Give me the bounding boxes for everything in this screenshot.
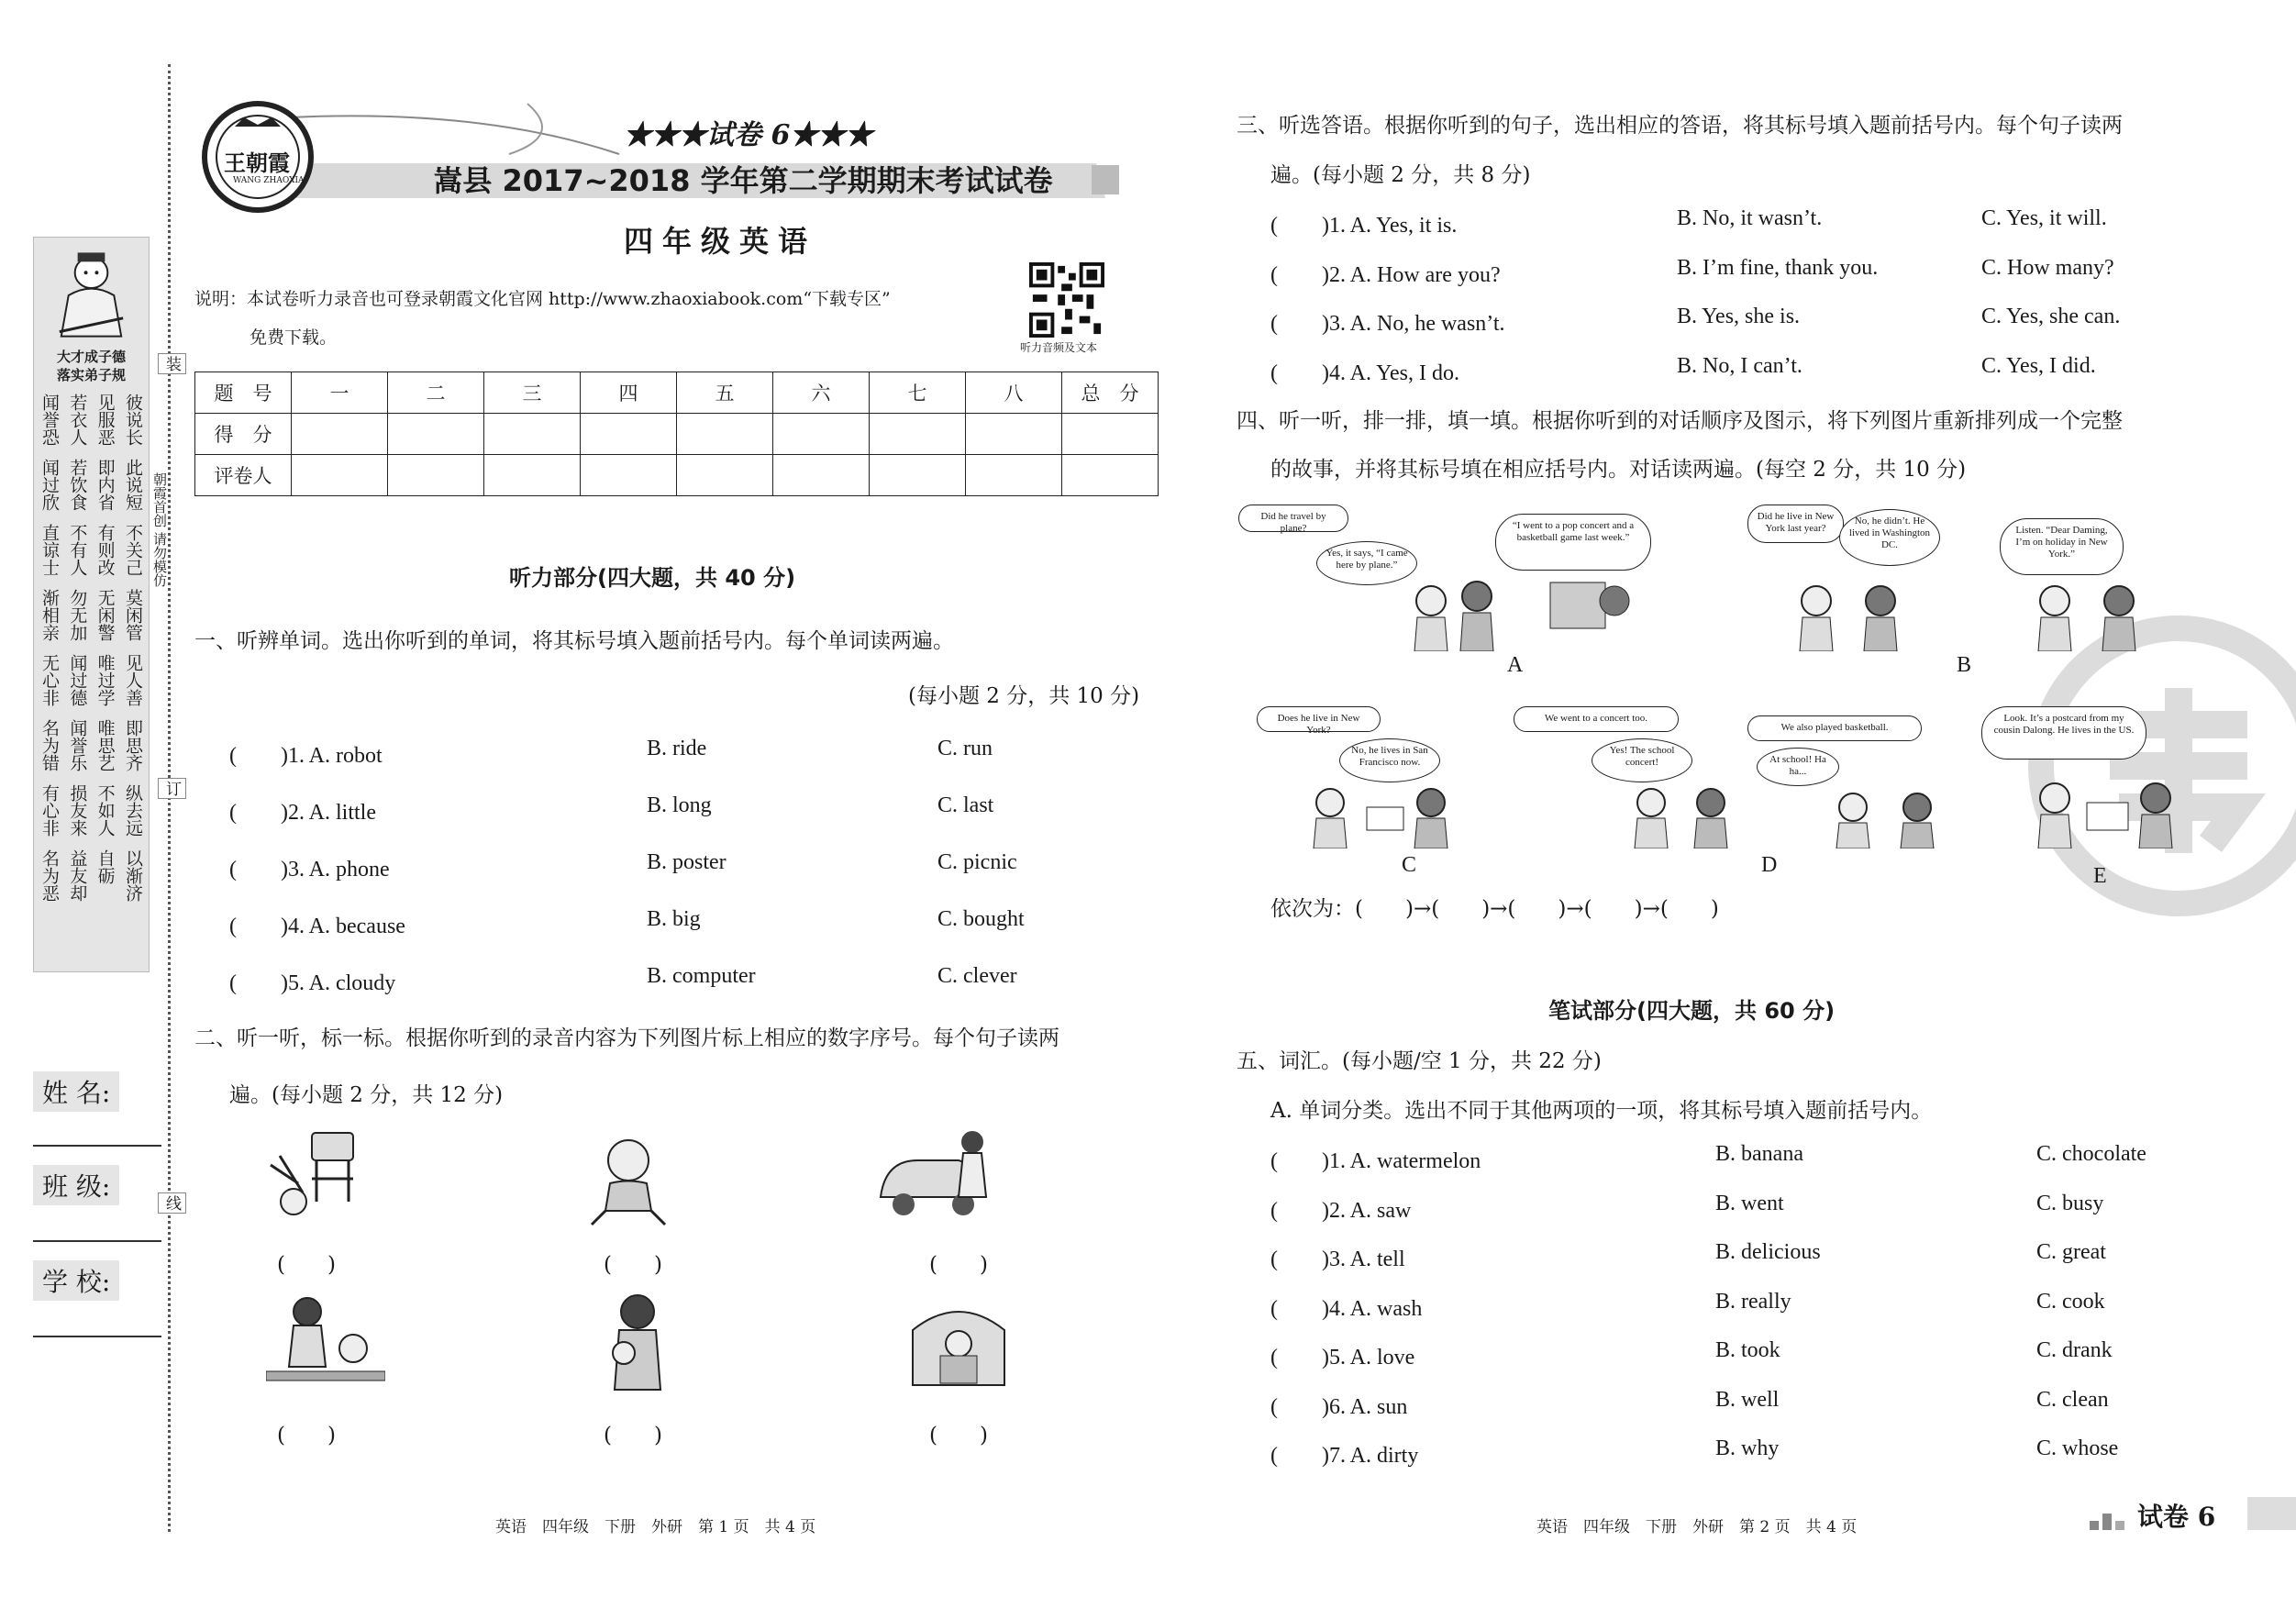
table-cell: 一 bbox=[292, 372, 388, 414]
q1-item-5[interactable]: ( )5. A. cloudy bbox=[229, 971, 396, 995]
comic-panel-a bbox=[1238, 500, 1635, 651]
verse: 闻誉乐 bbox=[67, 719, 88, 771]
q3-item-4-c: C. Yes, I did. bbox=[1981, 354, 2096, 378]
verse: 自砺 bbox=[94, 849, 116, 884]
school-input-line[interactable] bbox=[33, 1336, 161, 1337]
story-order-answer[interactable]: 依次为：( )→( )→( )→( )→( ) bbox=[1270, 897, 1719, 921]
binding-mark-xian: 线 bbox=[158, 1192, 186, 1214]
verse: 名为恶 bbox=[39, 849, 60, 902]
subject-title: 四年级英语 bbox=[624, 224, 817, 259]
q3-item-3-b: B. Yes, she is. bbox=[1677, 305, 1801, 328]
q1-item-4-c: C. bought bbox=[937, 907, 1025, 931]
table-cell: 二 bbox=[388, 372, 484, 414]
writing-section-title: 笔试部分(四大题，共 60 分) bbox=[1548, 998, 1836, 1024]
speech-bubble: At school! Ha ha... bbox=[1757, 748, 1839, 786]
score-cell[interactable] bbox=[677, 414, 773, 455]
comic-label-e: E bbox=[2093, 864, 2107, 888]
score-cell[interactable] bbox=[773, 414, 870, 455]
speech-bubble: “I went to a pop concert and a basketball game last week.” bbox=[1495, 514, 1651, 571]
q1-item-3-b: B. poster bbox=[647, 850, 727, 874]
q1-item-2-c: C. last bbox=[937, 793, 994, 817]
q5-item-7-c: C. whose bbox=[2036, 1436, 2119, 1460]
q5-item-5-b: B. took bbox=[1715, 1338, 1780, 1362]
verse: 无心非 bbox=[39, 654, 60, 706]
picture-armchair bbox=[899, 1293, 1018, 1403]
speech-bubble: Yes, it says, “I came here by plane.” bbox=[1316, 541, 1417, 585]
question-2-line-1: 二、听一听，标一标。根据你听到的录音内容为下列图片标上相应的数字序号。每个句子读两 bbox=[194, 1026, 1059, 1050]
q3-item-4-b: B. No, I can’t. bbox=[1677, 354, 1802, 378]
comic-panel-d bbox=[1514, 702, 1972, 848]
table-cell: 四 bbox=[581, 372, 677, 414]
verse: 有则改 bbox=[94, 524, 116, 576]
q3-item-3-c: C. Yes, she can. bbox=[1981, 305, 2121, 328]
question-4-line-1: 四、听一听，排一排，填一填。根据你听到的对话顺序及图示，将下列图片重新排列成一个完整 bbox=[1237, 409, 2123, 433]
verse: 勿无加 bbox=[67, 589, 88, 641]
children-illustration bbox=[1293, 775, 1477, 848]
score-cell[interactable] bbox=[1062, 414, 1159, 455]
qr-code-icon[interactable] bbox=[1029, 262, 1104, 338]
picture-girl-with-baby bbox=[587, 1289, 679, 1408]
verse: 若衣人 bbox=[67, 394, 88, 446]
q5-item-4-c: C. cook bbox=[2036, 1290, 2105, 1314]
table-cell: 五 bbox=[677, 372, 773, 414]
grader-cell[interactable] bbox=[773, 455, 870, 496]
verse: 莫闲管 bbox=[122, 589, 143, 641]
picture-3-answer[interactable]: ( ) bbox=[929, 1253, 988, 1277]
q1-item-3-c: C. picnic bbox=[937, 850, 1017, 874]
verse: 彼说长 bbox=[122, 394, 143, 446]
picture-boy-sad bbox=[578, 1128, 679, 1229]
q1-item-5-b: B. computer bbox=[647, 964, 756, 988]
name-input-line[interactable] bbox=[33, 1145, 161, 1147]
q1-item-2-b: B. long bbox=[647, 793, 712, 817]
scholar-motto-box bbox=[33, 237, 150, 972]
q3-item-2-c: C. How many? bbox=[1981, 256, 2114, 280]
speech-bubble: Yes! The school concert! bbox=[1592, 738, 1692, 782]
verse: 即内省 bbox=[94, 459, 116, 511]
question-3-line-2: 遍。(每小题 2 分，共 8 分) bbox=[1270, 163, 1531, 187]
picture-6-answer[interactable]: ( ) bbox=[929, 1424, 988, 1447]
verse: 唯过学 bbox=[94, 654, 116, 706]
qr-caption: 听力音频及文本 bbox=[1020, 341, 1098, 354]
table-cell: 总 分 bbox=[1062, 372, 1159, 414]
comic-label-d: D bbox=[1761, 853, 1778, 877]
verse: 见人善 bbox=[122, 654, 143, 706]
question-1-text: 一、听辨单词。选出你听到的单词，将其标号填入题前括号内。每个单词读两遍。 bbox=[194, 629, 954, 653]
q5-item-7-b: B. why bbox=[1715, 1436, 1780, 1460]
q5-item-5[interactable]: ( )5. A. love bbox=[1270, 1346, 1415, 1370]
q1-item-1-c: C. run bbox=[937, 737, 993, 760]
q5-item-4[interactable]: ( )4. A. wash bbox=[1270, 1297, 1423, 1321]
question-5-text: 五、词汇。(每小题/空 1 分，共 22 分) bbox=[1237, 1049, 1602, 1073]
verse: 渐相亲 bbox=[39, 589, 60, 641]
picture-boy-fell-chair bbox=[261, 1128, 381, 1229]
comic-label-b: B bbox=[1957, 653, 1972, 677]
q3-item-1-b: B. No, it wasn’t. bbox=[1677, 206, 1823, 230]
speech-bubble: We also played basketball. bbox=[1747, 715, 1922, 741]
verse: 闻过德 bbox=[67, 654, 88, 706]
listening-section-title: 听力部分(四大题，共 40 分) bbox=[509, 565, 796, 591]
comic-label-c: C bbox=[1402, 853, 1417, 877]
q5-item-6-c: C. clean bbox=[2036, 1388, 2109, 1412]
page-footer-left: 英语 四年级 下册 外研 第 1 页 共 4 页 bbox=[495, 1518, 816, 1536]
page-footer-right: 英语 四年级 下册 外研 第 2 页 共 4 页 bbox=[1536, 1518, 1858, 1536]
children-illustration bbox=[1403, 564, 1642, 651]
verse: 见服恶 bbox=[94, 394, 116, 446]
binding-mark-zhuang: 装 bbox=[158, 353, 186, 374]
verse: 闻过欣 bbox=[39, 459, 60, 511]
speech-bubble: Did he travel by plane? bbox=[1238, 505, 1348, 532]
score-row bbox=[195, 414, 1159, 455]
table-cell: 六 bbox=[773, 372, 870, 414]
comic-panel-b bbox=[1743, 500, 2202, 651]
grader-cell[interactable] bbox=[870, 455, 966, 496]
q3-item-1[interactable]: ( )1. A. Yes, it is. bbox=[1270, 214, 1458, 238]
speech-bubble: Does he live in New York? bbox=[1257, 706, 1381, 732]
q5-item-2-c: C. busy bbox=[2036, 1192, 2104, 1215]
speech-bubble: Look. It’s a postcard from my cousin Dalong. He lives in the US. bbox=[1981, 706, 2146, 760]
table-cell: 三 bbox=[484, 372, 581, 414]
verse: 唯思艺 bbox=[94, 719, 116, 771]
score-cell[interactable] bbox=[292, 414, 388, 455]
note-line-2: 免费下载。 bbox=[250, 327, 338, 348]
q1-item-2[interactable]: ( )2. A. little bbox=[229, 801, 376, 825]
grader-cell[interactable] bbox=[1062, 455, 1159, 496]
q5-item-3-b: B. delicious bbox=[1715, 1240, 1821, 1264]
score-table bbox=[194, 372, 1159, 496]
q1-item-5-c: C. clever bbox=[937, 964, 1017, 988]
table-cell: 七 bbox=[870, 372, 966, 414]
picture-5-answer[interactable]: ( ) bbox=[604, 1424, 662, 1447]
verse: 益友却 bbox=[67, 849, 88, 902]
q5-item-3[interactable]: ( )3. A. tell bbox=[1270, 1248, 1405, 1271]
verse: 以渐济 bbox=[122, 849, 143, 902]
grader-cell[interactable] bbox=[581, 455, 677, 496]
picture-2-answer[interactable]: ( ) bbox=[604, 1253, 662, 1277]
q5-item-6-b: B. well bbox=[1715, 1388, 1780, 1412]
question-5-sub: A. 单词分类。选出不同于其他两项的一项，将其标号填入题前括号内。 bbox=[1270, 1099, 1933, 1123]
q5-item-1[interactable]: ( )1. A. watermelon bbox=[1270, 1149, 1481, 1173]
speech-bubble: We went to a concert too. bbox=[1514, 706, 1679, 732]
table-cell: 评卷人 bbox=[195, 455, 292, 496]
q5-item-7[interactable]: ( )7. A. dirty bbox=[1270, 1444, 1419, 1468]
corner-blocks-icon bbox=[2090, 1506, 2132, 1532]
speech-bubble: No, he lives in San Francisco now. bbox=[1339, 738, 1440, 782]
school-label: 学 校: bbox=[33, 1260, 119, 1301]
children-illustration bbox=[1780, 564, 2165, 651]
grader-cell[interactable] bbox=[484, 455, 581, 496]
q5-item-5-c: C. drank bbox=[2036, 1338, 2113, 1362]
q5-item-1-c: C. chocolate bbox=[2036, 1142, 2146, 1166]
note-line-1: 说明：本试卷听力录音也可登录朝霞文化官网 http://www.zhaoxiabook.com“下载专区” bbox=[194, 289, 891, 309]
publisher-logo bbox=[202, 101, 314, 213]
binding-note: 朝霞首创 请勿模仿 bbox=[151, 472, 168, 587]
comic-panel-e bbox=[1981, 702, 2202, 848]
motto-line-2: 落实弟子规 bbox=[56, 367, 126, 383]
verse: 纵去远 bbox=[122, 784, 143, 837]
verse: 若饮食 bbox=[67, 459, 88, 511]
children-illustration bbox=[2018, 771, 2202, 848]
grader-cell[interactable] bbox=[292, 455, 388, 496]
question-1-points: (每小题 2 分，共 10 分) bbox=[908, 684, 1140, 708]
score-cell[interactable] bbox=[388, 414, 484, 455]
comic-panel-c bbox=[1257, 702, 1477, 848]
picture-4-answer[interactable]: ( ) bbox=[277, 1424, 336, 1447]
q1-item-3[interactable]: ( )3. A. phone bbox=[229, 858, 390, 882]
question-2-line-2: 遍。(每小题 2 分，共 12 分) bbox=[229, 1083, 504, 1107]
verse: 无闲警 bbox=[94, 589, 116, 641]
comic-label-a: A bbox=[1507, 653, 1524, 677]
speech-bubble: No, he didn’t. He lived in Washington DC. bbox=[1839, 509, 1940, 566]
corner-exam-label: 试卷 6 bbox=[2137, 1502, 2216, 1532]
score-cell[interactable] bbox=[581, 414, 677, 455]
q1-item-1-b: B. ride bbox=[647, 737, 707, 760]
table-cell: 题 号 bbox=[195, 372, 292, 414]
q5-item-1-b: B. banana bbox=[1715, 1142, 1803, 1166]
q3-item-2[interactable]: ( )2. A. How are you? bbox=[1270, 263, 1501, 287]
children-illustration bbox=[1624, 775, 1972, 848]
verse: 不如人 bbox=[94, 784, 116, 837]
exam-number: ★★★试卷 6★★★ bbox=[624, 119, 873, 151]
grader-row bbox=[195, 455, 1159, 496]
verse: 不有人 bbox=[67, 524, 88, 576]
verse: 直谅士 bbox=[39, 524, 60, 576]
q1-item-1[interactable]: ( )1. A. robot bbox=[229, 744, 383, 768]
q1-item-4-b: B. big bbox=[647, 907, 701, 931]
q5-item-6[interactable]: ( )6. A. sun bbox=[1270, 1395, 1408, 1419]
grader-cell[interactable] bbox=[677, 455, 773, 496]
question-4-line-2: 的故事，并将其标号填在相应括号内。对话读两遍。(每空 2 分，共 10 分) bbox=[1270, 458, 1967, 482]
logo-text: 王朝霞 bbox=[224, 150, 290, 176]
verse: 闻誉恐 bbox=[39, 394, 60, 446]
table-cell: 八 bbox=[966, 372, 1062, 414]
q5-item-2-b: B. went bbox=[1715, 1192, 1784, 1215]
grader-cell[interactable] bbox=[388, 455, 484, 496]
q5-item-2[interactable]: ( )2. A. saw bbox=[1270, 1199, 1412, 1223]
class-label: 班 级: bbox=[33, 1165, 119, 1205]
picture-1-answer[interactable]: ( ) bbox=[277, 1253, 336, 1277]
verse-columns bbox=[39, 394, 143, 915]
score-cell[interactable] bbox=[966, 414, 1062, 455]
verse: 即思齐 bbox=[122, 719, 143, 771]
speech-bubble: Listen. “Dear Daming, I’m on holiday in New York.” bbox=[2000, 518, 2124, 575]
question-3-line-1: 三、听选答语。根据你听到的句子，选出相应的答语，将其标号填入题前括号内。每个句子读两 bbox=[1237, 114, 2123, 138]
picture-family-car bbox=[876, 1124, 1004, 1229]
instructions-note bbox=[194, 280, 1002, 357]
verse: 名为错 bbox=[39, 719, 60, 771]
verse: 不关己 bbox=[122, 524, 143, 576]
class-input-line[interactable] bbox=[33, 1240, 161, 1242]
q3-item-2-b: B. I’m fine, thank you. bbox=[1677, 256, 1879, 280]
scholar-illustration bbox=[41, 245, 141, 346]
score-cell[interactable] bbox=[484, 414, 581, 455]
grader-cell[interactable] bbox=[966, 455, 1062, 496]
q5-item-4-b: B. really bbox=[1715, 1290, 1791, 1314]
q3-item-1-c: C. Yes, it will. bbox=[1981, 206, 2107, 230]
verse: 此说短 bbox=[122, 459, 143, 511]
q5-item-3-c: C. great bbox=[2036, 1240, 2106, 1264]
score-cell[interactable] bbox=[870, 414, 966, 455]
verse: 损友来 bbox=[67, 784, 88, 837]
verse: 有心非 bbox=[39, 784, 60, 837]
table-cell: 得 分 bbox=[195, 414, 292, 455]
exam-title: 嵩县 2017~2018 学年第二学期期末考试试卷 bbox=[433, 163, 1053, 198]
score-table-header-row bbox=[195, 372, 1159, 414]
q3-item-4[interactable]: ( )4. A. Yes, I do. bbox=[1270, 361, 1460, 385]
binding-mark-ding: 订 bbox=[158, 778, 186, 799]
corner-tab bbox=[2247, 1497, 2296, 1530]
speech-bubble: Did he live in New York last year? bbox=[1747, 505, 1844, 543]
motto-line-1: 大才成子德 bbox=[56, 349, 126, 365]
q1-item-4[interactable]: ( )4. A. because bbox=[229, 915, 405, 938]
name-label: 姓 名: bbox=[33, 1071, 119, 1112]
logo-subtext: WANG ZHAOXIA bbox=[233, 176, 305, 185]
q3-item-3[interactable]: ( )3. A. No, he wasn’t. bbox=[1270, 312, 1505, 336]
picture-classroom bbox=[266, 1289, 385, 1408]
